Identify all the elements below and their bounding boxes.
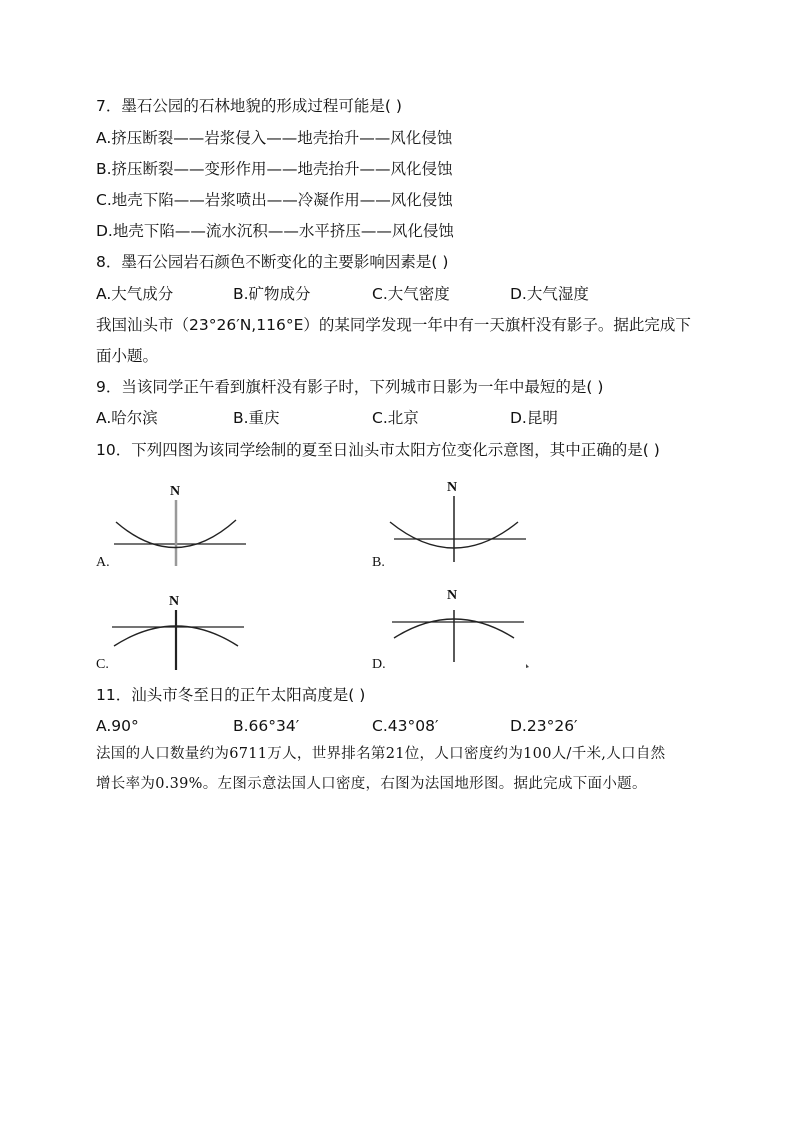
figure-d-stray-mark [526,664,529,668]
question-8-stem: 8．墨石公园岩石颜色不断变化的主要影响因素是( ) [96,253,449,271]
question-11-option-a: A.90° [96,717,139,735]
figure-a-north-label: N [170,484,181,499]
question-9-option-c: C.北京 [372,409,419,427]
question-9-option-a: A.哈尔滨 [96,409,158,427]
intro-paragraph-1-line-2: 面小题。 [96,347,159,365]
figure-d-label: D. [372,657,386,672]
intro-paragraph-1-line-1: 我国汕头市（23°26′N,116°E）的某同学发现一年中有一天旗杆没有影子。据此完成下 [96,316,691,334]
intro-paragraph-2-line-1: 法国的人口数量约为6711万人，世界排名第21位，人口密度约为100人/千米,人口自然 [96,746,666,762]
question-10-stem: 10．下列四图为该同学绘制的夏至日汕头市太阳方位变化示意图，其中正确的是( ) [96,441,660,459]
question-7-option-c: C.地壳下陷——岩浆喷出——冷凝作用——风化侵蚀 [96,191,453,209]
question-8-option-c: C.大气密度 [372,285,450,303]
figure-a-label: A. [96,555,110,570]
figure-b-label: B. [372,555,385,570]
figure-d [372,588,542,680]
question-11-stem: 11．汕头市冬至日的正午太阳高度是( ) [96,686,366,704]
figure-c [96,592,256,682]
question-8-option-a: A.大气成分 [96,285,174,303]
figure-d-north-label: N [447,588,458,603]
question-9-option-b: B.重庆 [233,409,280,427]
question-7-stem: 7．墨石公园的石林地貌的形成过程可能是( ) [96,97,402,115]
question-8-option-d: D.大气湿度 [510,285,589,303]
figure-b-north-label: N [447,480,458,495]
intro-paragraph-2-line-2: 增长率为0.39%。左图示意法国人口密度，右图为法国地形图。据此完成下面小题。 [96,776,647,792]
question-11-option-b: B.66°34′ [233,717,300,735]
figure-c-label: C. [96,657,109,672]
figure-a [96,480,256,580]
figure-b [372,480,542,580]
figure-c-north-label: N [169,594,180,609]
question-7-option-b: B.挤压断裂——变形作用——地壳抬升——风化侵蚀 [96,160,453,178]
question-11-option-d: D.23°26′ [510,717,578,735]
question-8-option-b: B.矿物成分 [233,285,311,303]
question-9-option-d: D.昆明 [510,409,558,427]
question-7-option-a: A.挤压断裂——岩浆侵入——地壳抬升——风化侵蚀 [96,129,453,147]
question-11-option-c: C.43°08′ [372,717,439,735]
question-9-stem: 9．当该同学正午看到旗杆没有影子时，下列城市日影为一年中最短的是( ) [96,378,604,396]
question-7-option-d: D.地壳下陷——流水沉积——水平挤压——风化侵蚀 [96,222,454,240]
